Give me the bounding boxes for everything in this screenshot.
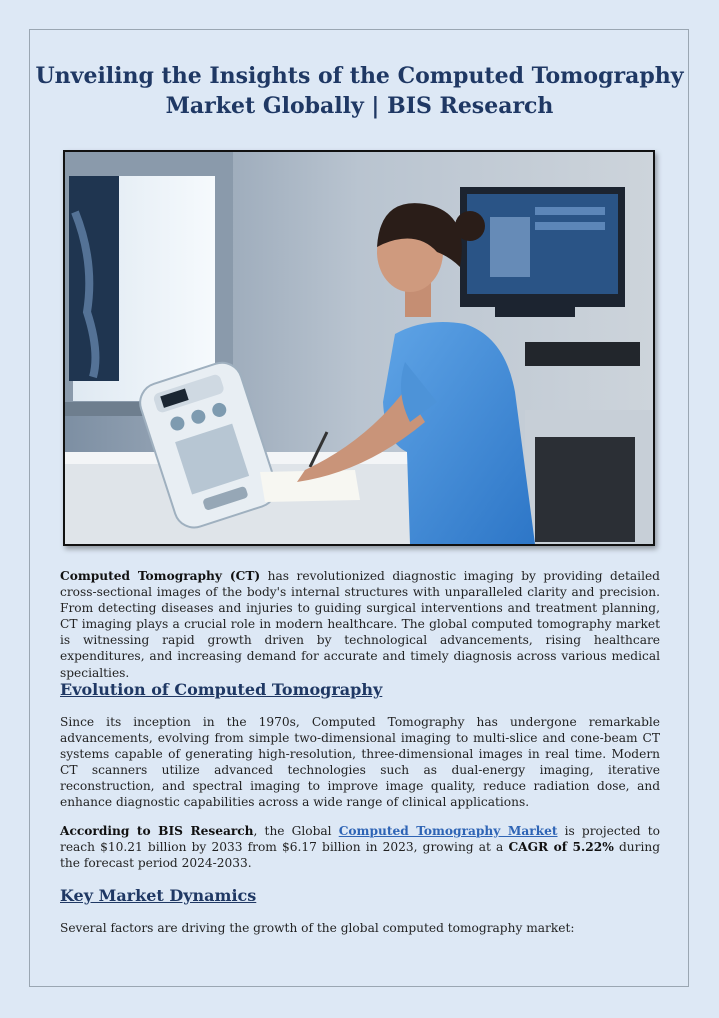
intro-text: has revolutionized diagnostic imaging by providing detailed cross-sectional images of the body's internal structures with unparalleled clarity and precision. From detecting diseases and injuries to guiding surgical interventions and treatment planning, CT imaging plays a crucial role in modern healthcare. The global computed tomography market is witnessing rapid growth driven by technological advancements, rising healthcare expenditures, and increasing demand for accurate and timely diagnosis across various medical specialties. xyxy=(60,569,660,680)
forecast-text-3: during the forecast period 2024-2033. xyxy=(60,840,660,871)
forecast-text-2: is projected to reach $10.21 billion by 2033 from $6.17 billion in 2023, growing at a xyxy=(60,824,660,855)
dynamics-paragraph: Several factors are driving the growth of the global computed tomography market: xyxy=(60,921,575,935)
intro-bold-term: Computed Tomography (CT) xyxy=(60,569,261,583)
forecast-source-bold: According to BIS Research xyxy=(60,824,254,838)
page-title: Unveiling the Insights of the Computed Tomography Market Globally | BIS Research xyxy=(35,63,684,119)
market-report-link[interactable]: Computed Tomography Market xyxy=(338,824,558,838)
cagr-bold: CAGR of 5.22% xyxy=(508,840,614,855)
section-heading-evolution: Evolution of Computed Tomography xyxy=(60,680,383,699)
forecast-text-1: , the Global xyxy=(253,824,339,838)
radiologist-ct-console-photo-icon xyxy=(65,152,653,544)
radiologist-photo xyxy=(63,150,655,546)
forecast-paragraph xyxy=(60,823,660,871)
evolution-paragraph: Since its inception in the 1970s, Computed Tomography has undergone remarkable advancements, evolving from simple two-dimensional imaging to multi-slice and cone-beam CT systems capable of generating high-resolution, three-dimensional images in real time. Modern CT scanners utilize advanced technologies such as dual-energy imaging, iterative reconstruction, and spectral imaging to improve image quality, reduce radiation dose, and enhance diagnostic capabilities across a wide range of clinical applications. xyxy=(60,715,660,810)
section-heading-dynamics: Key Market Dynamics xyxy=(60,886,257,905)
intro-paragraph xyxy=(60,568,660,681)
